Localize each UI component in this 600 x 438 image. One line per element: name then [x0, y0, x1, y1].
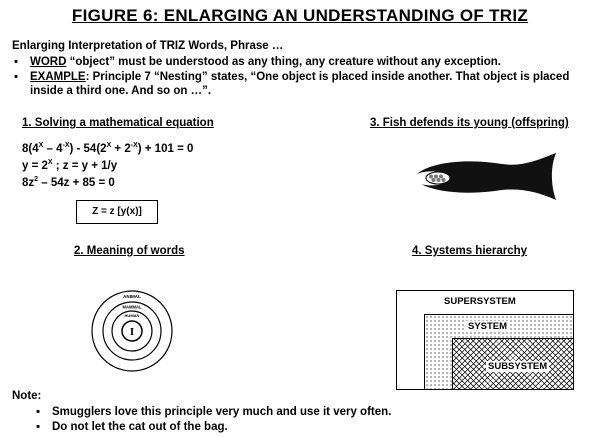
subsystem-label: SUBSYSTEM — [488, 361, 548, 372]
bullet-mark: ▪ — [36, 406, 41, 418]
section1-heading: 1. Solving a mathematical equation — [22, 117, 214, 129]
equation-1: $8(4^X - 4^{-X}) - 54(2^X + 2^{-X}) + 101 = 0$ — [22, 142, 194, 155]
supersystem-label: SUPERSYSTEM — [444, 296, 516, 307]
bullet-mark: ▪ — [14, 70, 19, 83]
note-item: ▪ Smugglers love this principle very much and use it very often. — [36, 406, 392, 418]
system-label: SYSTEM — [468, 321, 508, 332]
word-keyword: WORD — [30, 56, 67, 68]
composite-function-box: Z = z [y(x)] — [76, 200, 158, 224]
example-text: : Principle 7 “Nesting” states, “One object is placed inside another. That object is placed inside a third one. And so on …”. — [30, 70, 570, 97]
ring-label-mammal: MAMMAL — [122, 304, 142, 310]
section2-heading: 2. Meaning of words — [74, 245, 185, 257]
word-text: “object” must be understood as any thing, any creature without any exception. — [66, 56, 501, 68]
note-list — [36, 405, 391, 435]
note-heading: Note: — [12, 390, 42, 402]
section4-heading: 4. Systems hierarchy — [412, 245, 528, 257]
equation-2: $y = 2^X$ ; z = y + 1/y — [22, 158, 118, 172]
bullet-example — [14, 70, 594, 99]
fish-illustration — [410, 150, 560, 202]
equation-3: $8z^2 - 54z + 85 = 0$ — [22, 175, 115, 189]
ring-label-self: I — [129, 326, 135, 338]
bullet-mark: ▪ — [36, 421, 41, 433]
figure-title-prefix: FIGURE 6 — [71, 6, 153, 25]
figure-title-rest: : ENLARGING AN UNDERSTANDING OF TRIZ — [152, 6, 529, 25]
figure-title — [0, 6, 600, 26]
ring-label-animal: ANIMAL — [123, 294, 141, 299]
equations — [22, 139, 193, 189]
nested-circles-diagram — [90, 289, 174, 373]
bullet-word — [14, 55, 594, 70]
section3-heading: 3. Fish defends its young (offspring) — [370, 117, 569, 129]
ring-label-human: HUMAN — [124, 313, 140, 318]
intro-bullets — [14, 55, 594, 99]
bullet-mark: ▪ — [14, 56, 19, 68]
example-keyword: EXAMPLE — [30, 70, 86, 83]
fish-young-icon — [426, 172, 450, 184]
note-item: ▪ Do not let the cat out of the bag. — [36, 421, 228, 433]
intro-heading: Enlarging Interpretation of TRIZ Words, Phrase … — [12, 40, 284, 52]
